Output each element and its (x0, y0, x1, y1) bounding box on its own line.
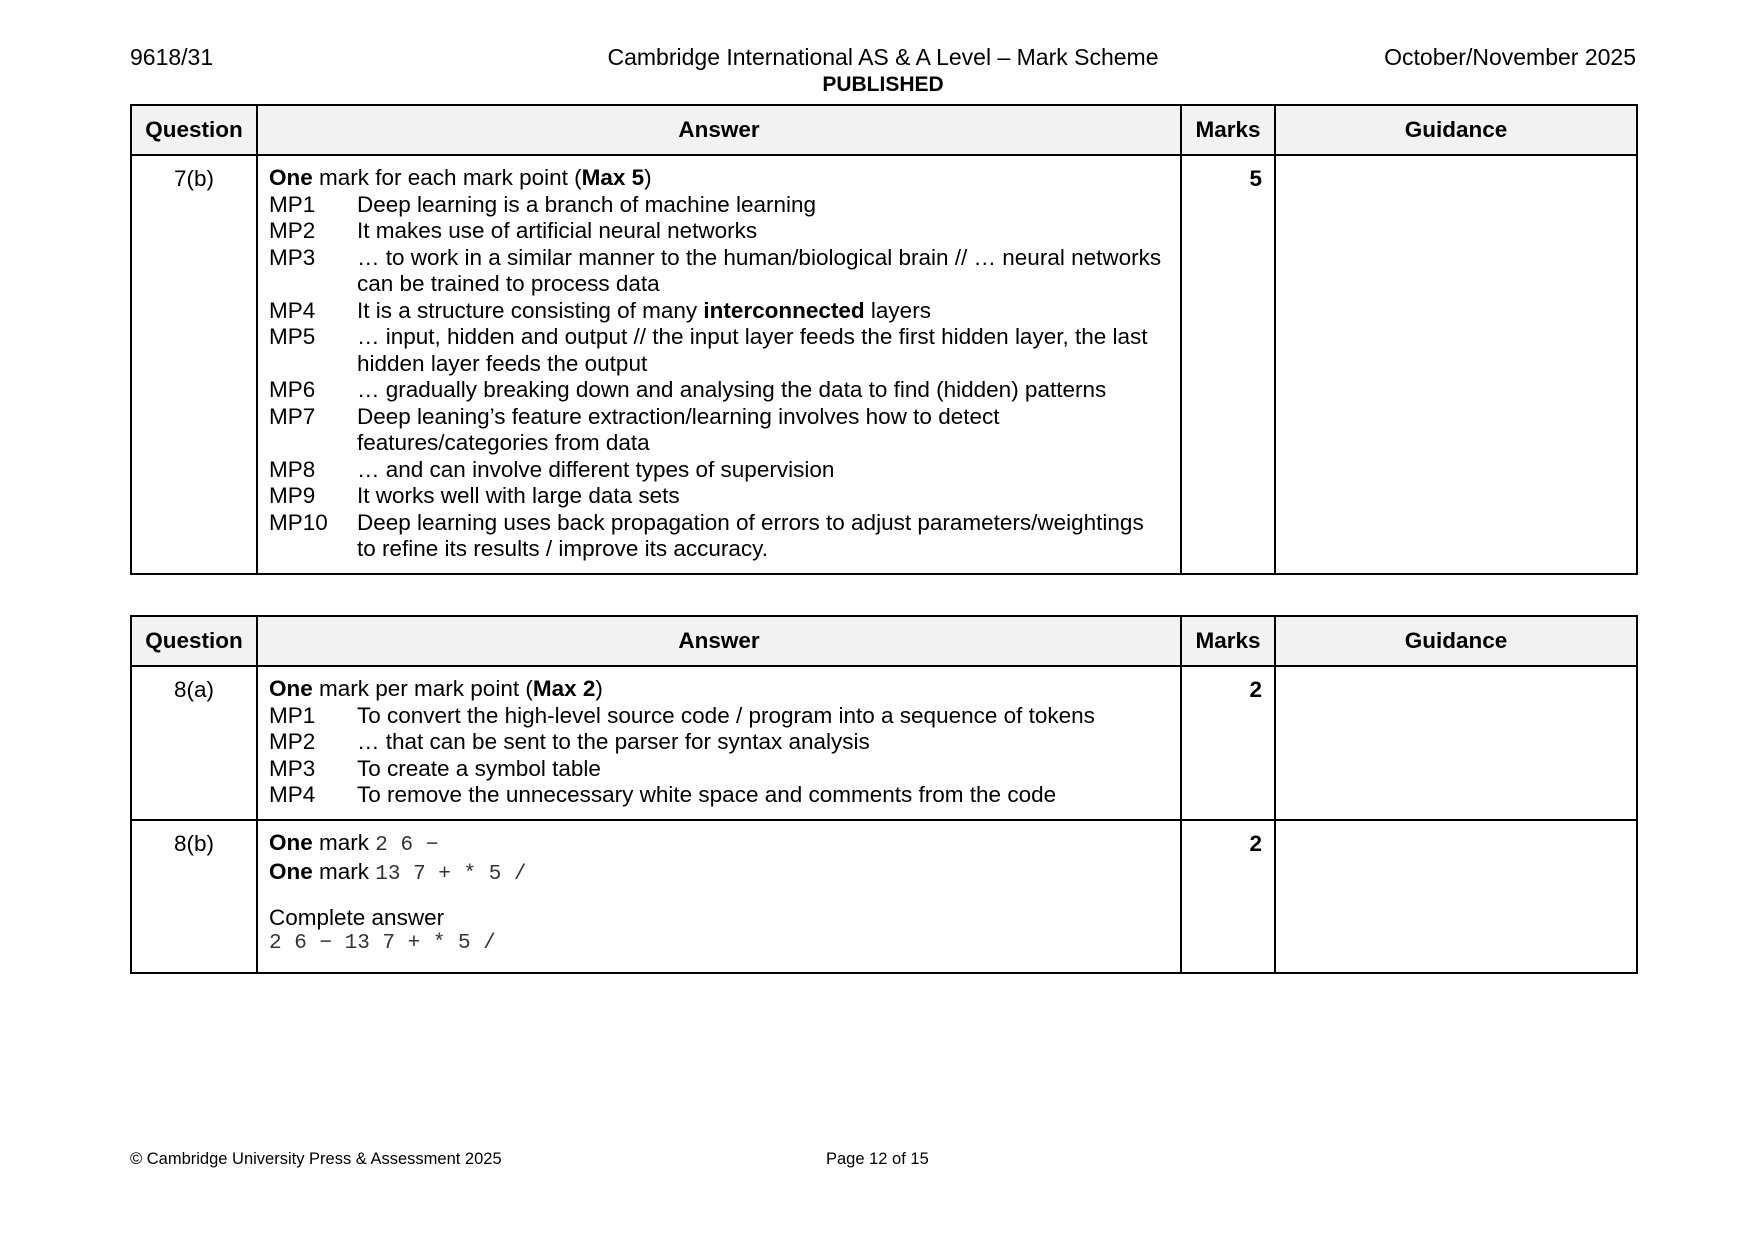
mark-point-label: MP4 (269, 297, 316, 323)
mark-point-label: MP8 (269, 456, 316, 482)
mark-point-label: MP2 (269, 218, 316, 243)
table-row (131, 666, 1637, 820)
mark-point-label: MP6 (269, 377, 316, 402)
column-header-marks: Marks (1181, 616, 1275, 666)
mark-point-text: Deep leaning’s feature extraction/learning involves how to detect features/categories from data (357, 403, 1000, 455)
mark-point-text: To create a symbol table (357, 755, 601, 781)
code-fragment: 13 7 + * 5 / (375, 863, 527, 886)
mark-point (269, 729, 1168, 756)
table-header-row (131, 105, 1637, 155)
column-header-question: Question (131, 105, 257, 155)
line-bold: One (269, 829, 313, 855)
column-header-guidance: Guidance (1275, 105, 1637, 155)
table-row (131, 820, 1637, 973)
question-number: 8(a) (131, 666, 257, 820)
intro-close: ) (644, 165, 652, 190)
mark-point (269, 218, 1168, 245)
mark-point-text: To remove the unnecessary white space and comments from the code (357, 782, 1057, 807)
table-row (131, 155, 1637, 574)
intro-close: ) (595, 676, 603, 701)
table-header-row (131, 616, 1637, 666)
complete-answer-code: 2 6 − 13 7 + * 5 / (269, 932, 496, 955)
exam-session: October/November 2025 (1384, 44, 1636, 70)
spacer (269, 889, 1168, 905)
document-title: Cambridge International AS & A Level – Mark Scheme (607, 44, 1159, 70)
mark-point-text: … gradually breaking down and analysing the data to find (hidden) patterns (357, 377, 1107, 402)
question-number: 7(b) (131, 155, 257, 574)
mark-point (269, 483, 1168, 510)
answer-line (269, 859, 1168, 889)
mark-point-label: MP7 (269, 403, 316, 429)
column-header-answer: Answer (257, 105, 1181, 155)
mark-point (269, 782, 1168, 809)
guidance-cell (1275, 155, 1637, 574)
line-bold: One (269, 859, 313, 884)
intro-bold: One (269, 676, 313, 701)
line-text: mark (312, 859, 376, 884)
page-header (130, 44, 1636, 104)
mark-point-text-bold: interconnected (703, 297, 865, 323)
mark-point (269, 404, 1168, 457)
answer-intro (269, 676, 1168, 703)
mark-point-label: MP3 (269, 244, 316, 270)
mark-point-label: MP5 (269, 324, 316, 349)
mark-point-text-after: layers (864, 297, 931, 323)
intro-text: mark per mark point ( (312, 676, 533, 701)
mark-point (269, 324, 1168, 377)
mark-point-text: … input, hidden and output // the input layer feeds the first hidden layer, the last hidden layer feeds the output (357, 324, 1148, 376)
mark-point (269, 298, 1168, 325)
mark-point-label: MP9 (269, 483, 316, 508)
mark-point (269, 756, 1168, 783)
marks-value: 2 (1181, 666, 1275, 820)
mark-point-text: … and can involve different types of supervision (357, 456, 835, 482)
mark-point (269, 192, 1168, 219)
mark-point-text: Deep learning is a branch of machine learning (357, 191, 817, 217)
column-header-marks: Marks (1181, 105, 1275, 155)
mark-point (269, 377, 1168, 404)
column-header-question: Question (131, 616, 257, 666)
complete-answer-label: Complete answer (269, 904, 445, 930)
question-number: 8(b) (131, 820, 257, 973)
answer-intro (269, 165, 1168, 192)
marks-value: 2 (1181, 820, 1275, 973)
column-header-guidance: Guidance (1275, 616, 1637, 666)
answer-cell (257, 666, 1181, 820)
mark-point-text: It makes use of artificial neural networks (357, 218, 758, 243)
column-header-answer: Answer (257, 616, 1181, 666)
mark-point (269, 510, 1168, 563)
mark-point (269, 703, 1168, 730)
intro-text: mark for each mark point ( (312, 165, 582, 190)
code-fragment: 2 6 − (375, 833, 439, 857)
guidance-cell (1275, 820, 1637, 973)
mark-point-label: MP2 (269, 729, 316, 754)
intro-max: Max 2 (532, 676, 596, 701)
line-text: mark (312, 829, 376, 855)
guidance-cell (1275, 666, 1637, 820)
published-label: PUBLISHED (822, 73, 944, 96)
intro-bold: One (269, 165, 313, 190)
mark-point (269, 245, 1168, 298)
mark-point-text-before: It is a structure consisting of many (357, 297, 704, 323)
mark-point (269, 457, 1168, 484)
paper-code: 9618/31 (130, 44, 214, 70)
answer-cell (257, 820, 1181, 973)
intro-max: Max 5 (581, 165, 645, 190)
mark-scheme-table-7 (130, 104, 1638, 575)
mark-scheme-table-8 (130, 615, 1638, 974)
mark-point-text: Deep learning uses back propagation of errors to adjust parameters/weightings to refine its results / improve its accuracy. (357, 509, 1144, 561)
mark-point-text: To convert the high-level source code / program into a sequence of tokens (357, 702, 1095, 728)
mark-point-text: … that can be sent to the parser for syntax analysis (357, 729, 870, 754)
mark-point-text (357, 298, 1168, 325)
mark-point-label: MP1 (269, 702, 316, 728)
page-number: Page 12 of 15 (826, 1150, 929, 1168)
mark-point-label: MP4 (269, 782, 316, 807)
copyright-notice: © Cambridge University Press & Assessment 2025 (130, 1150, 502, 1168)
answer-cell (257, 155, 1181, 574)
mark-point-label: MP10 (269, 509, 328, 535)
mark-point-text: It works well with large data sets (357, 483, 680, 508)
answer-line (269, 830, 1168, 860)
mark-point-text: … to work in a similar manner to the human/biological brain // … neural networks can be trained to process data (357, 244, 1162, 296)
marks-value: 5 (1181, 155, 1275, 574)
mark-point-label: MP1 (269, 191, 316, 217)
mark-point-label: MP3 (269, 755, 316, 781)
